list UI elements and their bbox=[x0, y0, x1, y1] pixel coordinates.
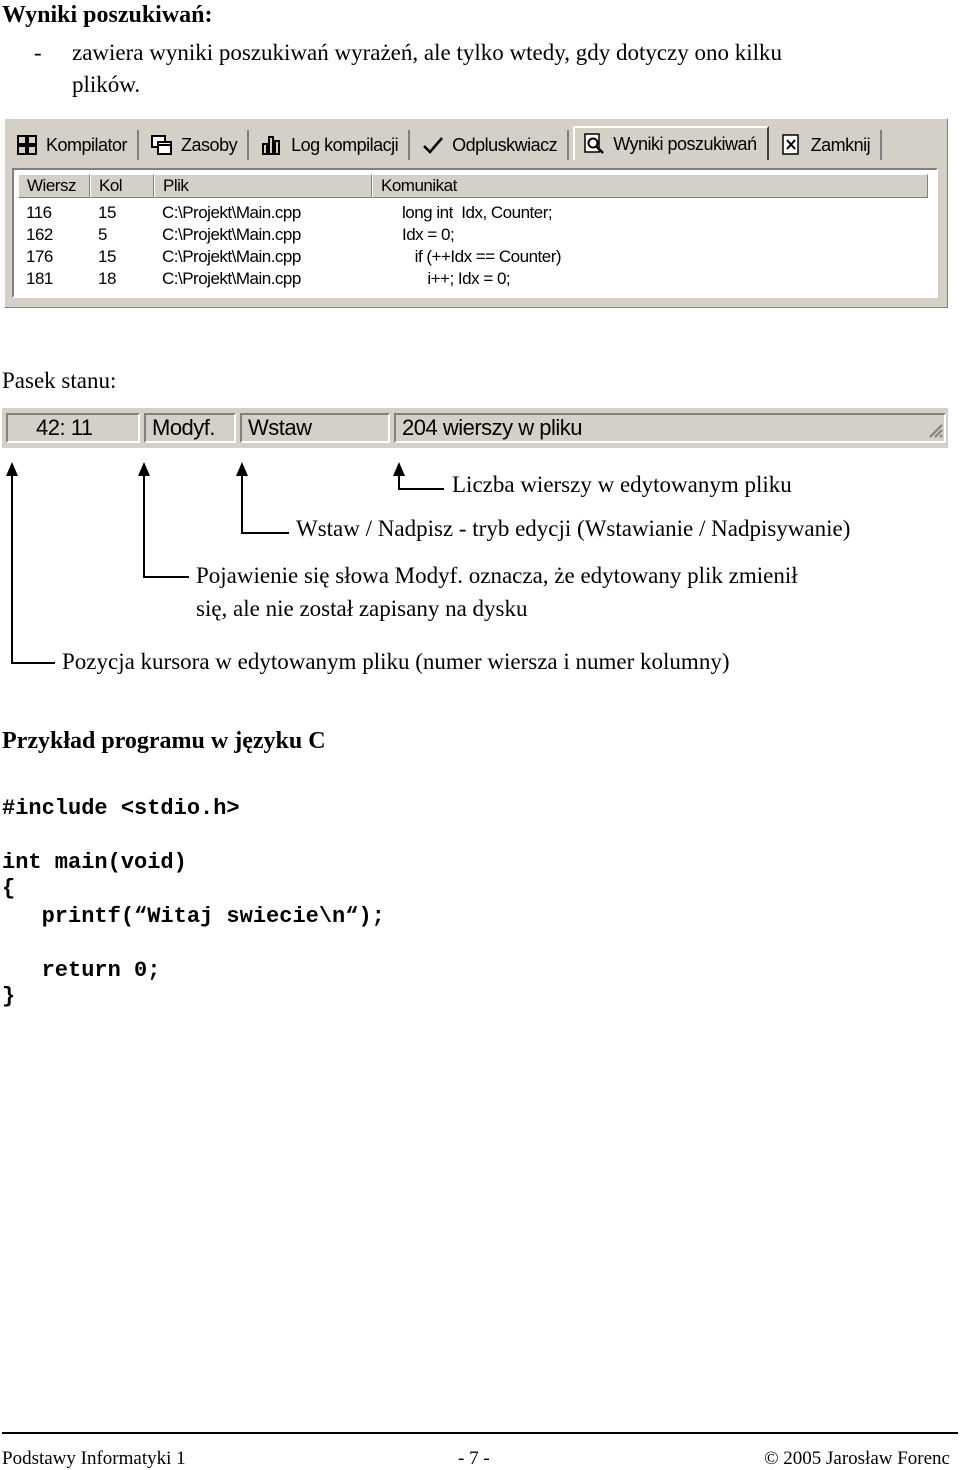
annotation-edit-mode: Wstaw / Nadpisz - tryb edycji (Wstawianie / Nadpisywanie) bbox=[296, 516, 851, 541]
cell-wiersz: 116 bbox=[26, 203, 52, 222]
footer-divider bbox=[2, 1432, 958, 1434]
bullet-dash: - bbox=[34, 40, 42, 65]
cell-wiersz: 176 bbox=[26, 247, 53, 266]
results-list[interactable] bbox=[12, 168, 938, 298]
code-line: { bbox=[2, 876, 16, 901]
annotation-connector bbox=[241, 532, 289, 534]
search-doc-icon bbox=[583, 133, 605, 155]
column-header-komunikat[interactable]: Komunikat bbox=[372, 174, 928, 198]
tab-zasoby[interactable] bbox=[143, 130, 249, 160]
tab-log-kompilacji[interactable] bbox=[253, 130, 410, 160]
status-cursor-position: 42: 11 bbox=[6, 413, 140, 443]
section-heading-status-bar: Pasek stanu: bbox=[2, 368, 117, 393]
code-line: printf(“Witaj swiecie\n“); bbox=[2, 904, 385, 929]
cell-plik: C:\Projekt\Main.cpp bbox=[162, 203, 301, 222]
description-line-1: zawiera wyniki poszukiwań wyrażeń, ale tylko wtedy, gdy dotyczy ono kilku bbox=[72, 40, 783, 65]
table-row[interactable] bbox=[18, 268, 930, 290]
list-rows bbox=[18, 202, 930, 290]
annotation-connector bbox=[398, 488, 444, 490]
annotation-line-count: Liczba wierszy w edytowanym pliku bbox=[452, 472, 792, 497]
cell-plik: C:\Projekt\Main.cpp bbox=[162, 247, 301, 266]
code-line: int main(void) bbox=[2, 850, 187, 875]
cell-wiersz: 181 bbox=[26, 269, 53, 288]
description-line-2: plików. bbox=[72, 72, 141, 97]
tab-wyniki-poszukiwan[interactable] bbox=[573, 126, 768, 160]
cell-kol: 15 bbox=[98, 203, 116, 222]
cell-plik: C:\Projekt\Main.cpp bbox=[162, 269, 301, 288]
footer-page-number: - 7 - bbox=[458, 1448, 490, 1469]
grid-icon bbox=[16, 134, 38, 156]
tab-label: Wyniki poszukiwań bbox=[613, 133, 757, 154]
close-doc-icon bbox=[781, 134, 803, 156]
cell-kol: 15 bbox=[98, 247, 116, 266]
status-bar bbox=[2, 408, 948, 448]
resize-grip-icon[interactable] bbox=[924, 419, 944, 444]
table-row[interactable] bbox=[18, 224, 930, 246]
column-header-wiersz[interactable]: Wiersz bbox=[18, 174, 90, 198]
cell-komunikat: i++; Idx = 0; bbox=[402, 269, 511, 288]
cell-komunikat: Idx = 0; bbox=[402, 225, 455, 244]
annotation-modified-line-2: się, ale nie został zapisany na dysku bbox=[196, 596, 528, 621]
tab-label: Kompilator bbox=[46, 134, 128, 155]
annotation-modified-line-1: Pojawienie się słowa Modyf. oznacza, że edytowany plik zmienił bbox=[196, 563, 798, 588]
section-heading-c-example: Przykład programu w języku C bbox=[2, 728, 326, 754]
tab-label: Zamknij bbox=[810, 134, 871, 155]
bars-icon bbox=[261, 134, 283, 156]
code-line: #include <stdio.h> bbox=[2, 796, 240, 821]
section-heading-search-results: Wyniki poszukiwań: bbox=[2, 2, 213, 28]
tab-label: Log kompilacji bbox=[291, 134, 399, 155]
code-line: } bbox=[2, 984, 16, 1009]
table-row[interactable] bbox=[18, 246, 930, 268]
tab-odpluskwiacz[interactable] bbox=[414, 130, 569, 160]
cell-komunikat: long int Idx, Counter; bbox=[402, 203, 553, 222]
table-row[interactable] bbox=[18, 202, 930, 224]
status-modified: Modyf. bbox=[144, 413, 236, 443]
annotation-connector bbox=[11, 662, 55, 664]
panel-tab-bar bbox=[8, 126, 882, 160]
code-line: return 0; bbox=[2, 958, 161, 983]
cell-wiersz: 162 bbox=[26, 225, 53, 244]
annotation-connector bbox=[143, 474, 145, 578]
status-edit-mode: Wstaw bbox=[240, 413, 390, 443]
tab-label: Zasoby bbox=[181, 134, 238, 155]
cell-kol: 18 bbox=[98, 269, 116, 288]
cell-kol: 5 bbox=[98, 225, 107, 244]
tab-label: Odpluskwiacz bbox=[452, 134, 558, 155]
cell-plik: C:\Projekt\Main.cpp bbox=[162, 225, 301, 244]
column-header-plik[interactable]: Plik bbox=[154, 174, 372, 198]
cell-komunikat: if (++Idx == Counter) bbox=[402, 247, 562, 266]
tab-zamknij[interactable] bbox=[773, 130, 883, 160]
annotation-connector bbox=[11, 474, 13, 664]
annotation-connector bbox=[143, 576, 189, 578]
annotation-cursor-position: Pozycja kursora w edytowanym pliku (numer wiersza i numer kolumny) bbox=[62, 649, 730, 674]
list-header bbox=[18, 174, 928, 198]
footer-course: Podstawy Informatyki 1 bbox=[2, 1448, 186, 1469]
check-icon bbox=[422, 134, 444, 156]
windows-icon bbox=[151, 134, 173, 156]
column-header-kol[interactable]: Kol bbox=[90, 174, 154, 198]
annotation-connector bbox=[241, 474, 243, 534]
tab-kompilator[interactable] bbox=[8, 130, 139, 160]
footer-copyright: © 2005 Jarosław Forenc bbox=[764, 1448, 950, 1469]
status-line-count: 204 wierszy w pliku bbox=[394, 413, 946, 443]
